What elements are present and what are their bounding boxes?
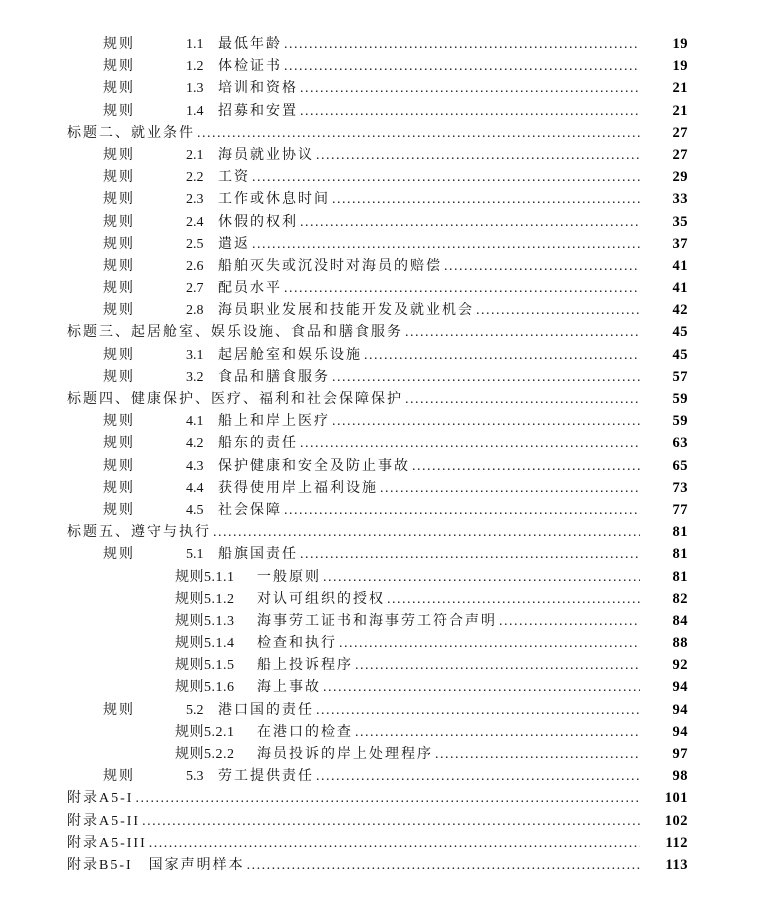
toc-entry	[0, 699, 761, 721]
page-number: 21	[672, 102, 688, 119]
subrule-number: 规则5.2.1	[175, 724, 235, 740]
rule-number: 5.3	[186, 769, 204, 785]
rule-number: 4.3	[186, 458, 204, 474]
dot-leader	[316, 148, 640, 164]
dot-leader	[252, 237, 640, 253]
dot-leader	[387, 592, 640, 608]
toc-entry	[0, 299, 761, 321]
dot-leader	[405, 392, 640, 408]
rule-label: 规则	[103, 347, 135, 363]
page-number: 65	[672, 457, 688, 474]
dot-leader	[412, 459, 640, 475]
toc-entry	[0, 854, 761, 876]
dot-leader	[476, 303, 640, 319]
page-number: 29	[672, 169, 688, 186]
subrule-number: 规则5.1.2	[175, 591, 235, 607]
dot-leader	[300, 81, 640, 97]
rule-number: 2.5	[186, 236, 204, 252]
rule-label: 规则	[103, 480, 135, 496]
toc-entry	[0, 832, 761, 854]
rule-label: 规则	[103, 214, 135, 230]
rule-label: 规则	[103, 702, 135, 718]
toc-entry	[0, 366, 761, 388]
rule-number: 1.3	[186, 81, 204, 97]
rule-number: 4.5	[186, 502, 204, 518]
toc-entry	[0, 144, 761, 166]
dot-leader	[142, 814, 640, 830]
entry-title: 附录A5-II	[67, 813, 141, 829]
page-number: 35	[672, 213, 688, 230]
entry-title: 起居舱室和娱乐设施	[218, 347, 362, 363]
rule-number: 2.8	[186, 303, 204, 319]
dot-leader	[355, 725, 640, 741]
rule-number: 2.3	[186, 192, 204, 208]
rule-label: 规则	[103, 37, 135, 52]
dot-leader	[149, 836, 640, 852]
entry-title: 海员就业协议	[218, 147, 314, 163]
toc-entry	[0, 787, 761, 809]
dot-leader	[355, 658, 640, 674]
page-number: 19	[672, 58, 688, 75]
rule-number: 4.2	[186, 436, 204, 452]
rule-label: 规则	[103, 103, 135, 119]
rule-label: 规则	[103, 258, 135, 274]
toc-entry	[0, 77, 761, 99]
subrule-number: 规则5.1.1	[175, 569, 235, 585]
dot-leader	[364, 348, 640, 364]
rule-number: 2.6	[186, 258, 204, 274]
rule-number: 2.1	[186, 147, 204, 163]
entry-title: 体检证书	[218, 59, 282, 75]
entry-title: 海上事故	[257, 680, 321, 696]
toc-entry	[0, 721, 761, 743]
dot-leader	[197, 126, 640, 142]
page-number: 102	[664, 812, 688, 829]
entry-title: 附录A5-I	[67, 791, 134, 807]
dot-leader	[405, 325, 640, 341]
toc-entry	[0, 588, 761, 610]
toc-entry	[0, 477, 761, 499]
page-number: 101	[664, 790, 688, 807]
rule-number: 4.1	[186, 414, 204, 430]
toc-entry	[0, 676, 761, 698]
dot-leader	[300, 215, 640, 231]
entry-title: 配员水平	[218, 281, 282, 297]
dot-leader	[300, 104, 640, 120]
page-number: 84	[672, 612, 688, 629]
rule-label: 规则	[103, 192, 135, 208]
subrule-number: 规则5.1.4	[175, 636, 235, 652]
dot-leader	[252, 170, 640, 186]
subrule-number: 规则5.2.2	[175, 747, 235, 762]
dot-leader	[284, 503, 640, 519]
toc-entry	[0, 765, 761, 787]
entry-title: 标题二、就业条件	[67, 125, 195, 141]
page-number: 59	[672, 391, 688, 407]
page-number: 94	[672, 723, 688, 740]
dot-leader	[316, 703, 640, 719]
dot-leader	[332, 370, 640, 386]
page-number: 112	[665, 834, 688, 851]
entry-title: 船上投诉程序	[257, 658, 353, 674]
subrule-number: 规则5.1.5	[175, 658, 235, 674]
entry-title: 获得使用岸上福利设施	[218, 480, 378, 496]
page-number: 27	[672, 146, 688, 163]
rule-number: 2.2	[186, 170, 204, 186]
entry-title: 食品和膳食服务	[218, 369, 330, 385]
entry-title: 最低年龄	[218, 37, 282, 52]
entry-title: 船舶灭失或沉没时对海员的赔偿	[218, 258, 442, 274]
page-number: 81	[672, 546, 688, 563]
subrule-number: 规则5.1.3	[175, 613, 235, 629]
entry-title: 工作或休息时间	[218, 192, 330, 208]
page-number: 57	[672, 368, 688, 385]
rule-label: 规则	[103, 502, 135, 518]
entry-title: 检查和执行	[257, 636, 337, 652]
entry-title: 海员投诉的岸上处理程序	[257, 747, 433, 762]
dot-leader	[300, 436, 640, 452]
rule-label: 规则	[103, 236, 135, 252]
rule-number: 1.1	[186, 37, 204, 52]
page-number: 63	[672, 435, 688, 452]
page-number: 59	[672, 413, 688, 430]
rule-label: 规则	[103, 436, 135, 452]
entry-title: 港口国的责任	[218, 702, 314, 718]
toc-entry	[0, 521, 761, 543]
page-number: 81	[672, 568, 688, 585]
toc-entry	[0, 455, 761, 477]
rule-label: 规则	[103, 147, 135, 163]
rule-number: 1.2	[186, 59, 204, 75]
dot-leader	[444, 259, 640, 275]
page-number: 27	[672, 124, 688, 141]
dot-leader	[332, 192, 640, 208]
dot-leader	[247, 858, 640, 874]
entry-title: 遣返	[218, 236, 250, 252]
page-number: 94	[672, 679, 688, 696]
entry-title: 标题五、遵守与执行	[67, 525, 211, 541]
entry-title: 保护健康和安全及防止事故	[218, 458, 410, 474]
dot-leader	[339, 636, 640, 652]
page-number: 33	[672, 191, 688, 208]
dot-leader	[323, 570, 640, 586]
page-number: 41	[672, 280, 688, 297]
dot-leader	[316, 769, 640, 785]
page-number: 82	[672, 590, 688, 607]
entry-title: 标题四、健康保护、医疗、福利和社会保障保护	[67, 392, 403, 407]
entry-title: 附录B5-I	[67, 857, 133, 873]
dot-leader	[213, 525, 640, 541]
rule-number: 1.4	[186, 103, 204, 119]
dot-leader	[284, 281, 640, 297]
toc-entry	[0, 654, 761, 676]
page-number: 42	[672, 302, 688, 319]
entry-title: 标题三、起居舱室、娱乐设施、食品和膳食服务	[67, 325, 403, 341]
toc-entry	[0, 122, 761, 144]
rule-label: 规则	[103, 81, 135, 97]
entry-title: 船东的责任	[218, 436, 298, 452]
rule-label: 规则	[103, 458, 135, 474]
entry-title: 海员职业发展和技能开发及就业机会	[218, 303, 474, 319]
page-number: 88	[672, 635, 688, 652]
dot-leader	[499, 614, 640, 630]
page-number: 77	[672, 501, 688, 518]
dot-leader	[380, 481, 640, 497]
dot-leader	[323, 680, 640, 696]
entry-title: 在港口的检查	[257, 724, 353, 740]
toc-entry	[0, 499, 761, 521]
rule-number: 3.1	[186, 347, 204, 363]
rule-number: 5.2	[186, 702, 204, 718]
page-number: 97	[672, 746, 688, 762]
page-number: 98	[672, 768, 688, 785]
toc-entry	[0, 432, 761, 454]
entry-title: 培训和资格	[218, 81, 298, 97]
rule-number: 3.2	[186, 369, 204, 385]
toc-entry	[0, 233, 761, 255]
toc-entry	[0, 610, 761, 632]
entry-title: 对认可组织的授权	[257, 591, 385, 607]
rule-number: 2.4	[186, 214, 204, 230]
dot-leader	[332, 414, 640, 430]
entry-title: 附录A5-III	[67, 835, 147, 851]
toc-entry	[0, 566, 761, 588]
dot-leader	[300, 547, 640, 563]
dot-leader	[135, 791, 640, 807]
entry-title: 休假的权利	[218, 214, 298, 230]
page-number: 19	[672, 36, 688, 52]
toc-entry	[0, 277, 761, 299]
toc-entry	[0, 100, 761, 122]
rule-label: 规则	[103, 547, 135, 563]
rule-label: 规则	[103, 369, 135, 385]
rule-label: 规则	[103, 769, 135, 785]
page-number: 113	[665, 856, 688, 873]
dot-leader	[435, 747, 640, 763]
toc-entry	[0, 743, 761, 765]
toc-entry	[0, 188, 761, 210]
rule-label: 规则	[103, 303, 135, 319]
subrule-number: 规则5.1.6	[175, 680, 235, 696]
dot-leader	[284, 59, 640, 75]
toc-entry	[0, 810, 761, 832]
entry-title: 工资	[218, 170, 250, 186]
toc-entry	[0, 344, 761, 366]
page-number: 37	[672, 235, 688, 252]
toc-entry	[0, 321, 761, 343]
page-number: 92	[672, 657, 688, 674]
toc-entry	[0, 632, 761, 654]
entry-title: 劳工提供责任	[218, 769, 314, 785]
toc-entry	[0, 388, 761, 410]
page-number: 21	[672, 80, 688, 97]
rule-label: 规则	[103, 414, 135, 430]
dot-leader	[284, 37, 640, 53]
toc-entry	[0, 410, 761, 432]
page-number: 41	[672, 257, 688, 274]
toc-entry	[0, 255, 761, 277]
page-number: 45	[672, 324, 688, 341]
entry-title: 招募和安置	[218, 103, 298, 119]
rule-number: 5.1	[186, 547, 204, 563]
rule-number: 2.7	[186, 281, 204, 297]
toc-entry	[0, 166, 761, 188]
toc-entry	[0, 33, 761, 55]
page-number: 45	[672, 346, 688, 363]
rule-label: 规则	[103, 281, 135, 297]
entry-title: 船上和岸上医疗	[218, 414, 330, 430]
toc-entry	[0, 211, 761, 233]
toc-entry	[0, 543, 761, 565]
rule-label: 规则	[103, 170, 135, 186]
entry-title: 海事劳工证书和海事劳工符合声明	[257, 613, 497, 629]
entry-title: 船旗国责任	[218, 547, 298, 563]
entry-title: 社会保障	[218, 502, 282, 518]
page-number: 94	[672, 701, 688, 718]
page-number: 81	[672, 524, 688, 541]
toc-entry	[0, 55, 761, 77]
page-number: 73	[672, 479, 688, 496]
entry-subtitle: 国家声明样本	[148, 857, 245, 873]
rule-number: 4.4	[186, 480, 204, 496]
rule-label: 规则	[103, 59, 135, 75]
entry-title: 一般原则	[257, 569, 321, 585]
